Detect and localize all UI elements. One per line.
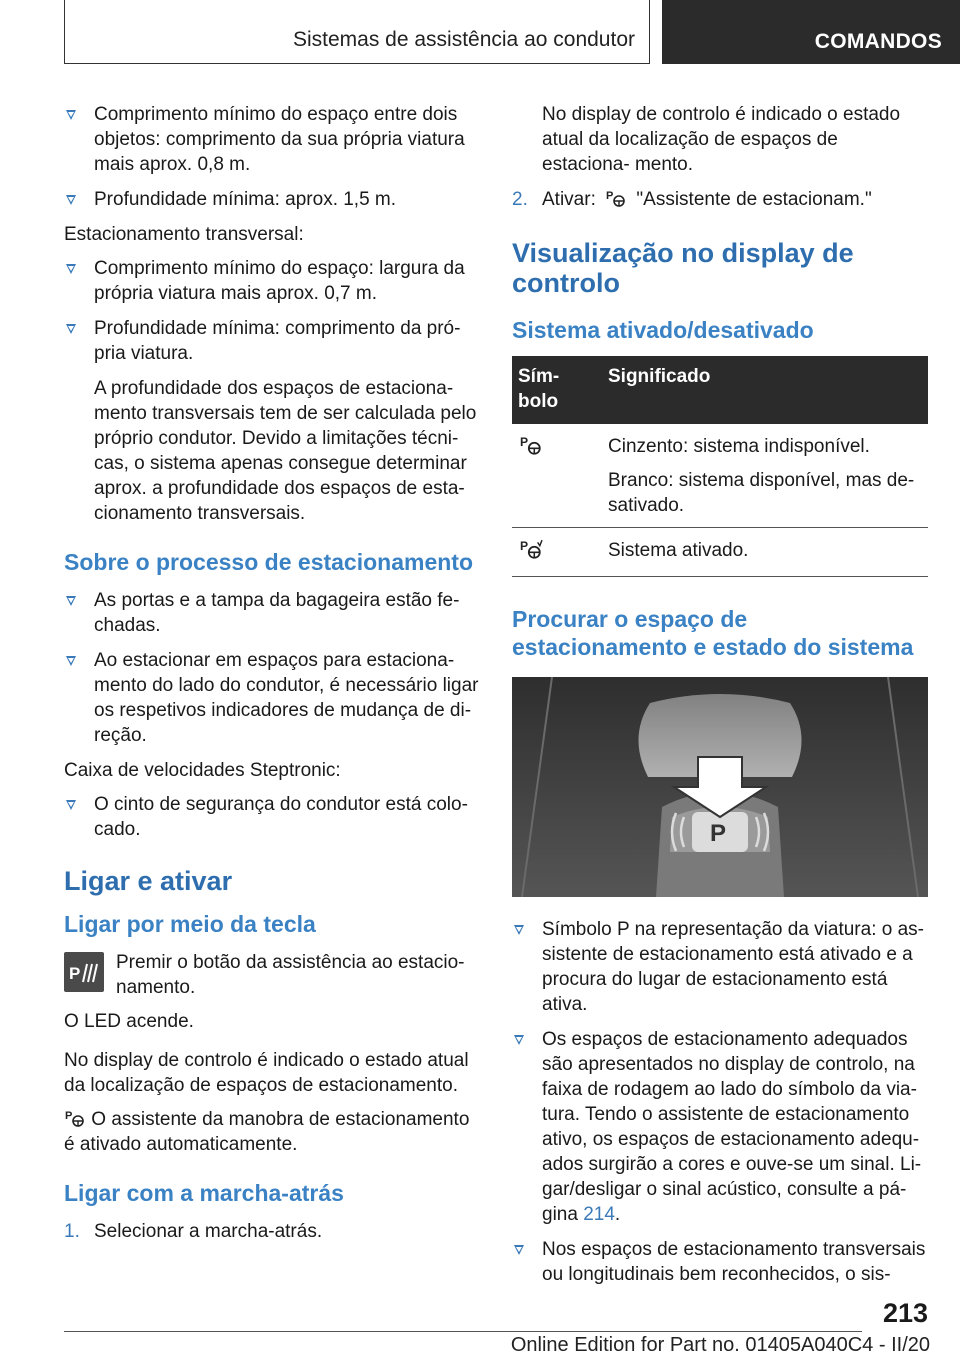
table-header-meaning: Significado <box>602 356 928 424</box>
page-number: 213 <box>882 1298 928 1328</box>
display-heading: Visualização no display de controlo <box>512 238 854 298</box>
parking-assistant-icon <box>64 1108 86 1128</box>
footer-edition: Online Edition for Part no. 01405A040C4 - II/20 <box>510 1334 930 1356</box>
bullet-triangle-icon <box>66 800 76 810</box>
list-item: Comprimento mínimo do espaço: largura da própria viatura mais aprox. 0,7 m. <box>64 256 482 306</box>
list-item: Ao estacionar em espaços para estaciona- mento do lado do condutor, é necessário ligar os respetivos indicadores de mudança de di- reção. <box>64 648 482 748</box>
section-title: Sistemas de assistência ao condutor <box>292 28 635 51</box>
list-item: 1. Selecionar a marcha-atrás. <box>64 1221 323 1242</box>
bullet-triangle-icon <box>514 1035 524 1045</box>
table-header-row <box>512 356 928 424</box>
bullet-triangle-icon <box>66 324 76 334</box>
list-item: Comprimento mínimo do espaço entre dois objetos: comprimento da sua própria viatura mais aprox. 0,8 m. <box>64 102 482 177</box>
table-cell-symbol <box>512 424 602 528</box>
list-item: Símbolo P na representação da viatura: o as- sistente de estacionamento está ativado e a procura do lugar de estacionamento está ativa. <box>512 917 928 1017</box>
table-cell-meaning: Sistema ativado. <box>602 528 928 577</box>
right-column <box>512 102 928 1297</box>
bullet-triangle-icon <box>66 596 76 606</box>
svg-text:P: P <box>520 539 529 554</box>
bullet-triangle-icon <box>66 656 76 666</box>
parking-display-illustration <box>512 677 928 897</box>
bullet-triangle-icon <box>66 264 76 274</box>
header-chapter-box <box>662 0 960 64</box>
svg-text:P: P <box>710 820 727 847</box>
parking-assistant-icon <box>605 188 627 208</box>
list-item: O cinto de segurança do condutor está colo- cado. <box>64 792 482 842</box>
search-heading: Procurar o espaço de estacionamento e estado do sistema <box>512 606 914 660</box>
table-header-symbol: Sím- bolo <box>512 356 602 424</box>
parking-assistant-button-icon <box>64 952 104 992</box>
chapter-title: COMANDOS <box>814 30 942 53</box>
reverse-heading: Ligar com a marcha-atrás <box>64 1180 344 1206</box>
bullet-triangle-icon <box>66 195 76 205</box>
list-item: Nos espaços de estacionamento transversais ou longitudinais bem reconhecidos, o sis- <box>512 1237 928 1287</box>
parking-assistant-active-icon <box>518 538 544 560</box>
table-row <box>512 528 928 577</box>
continued-text: No display de controlo é indicado o estado atual da localização de espaços de estaciona- mento. <box>542 104 901 175</box>
list-item: Os espaços de estacionamento adequados são apresentados no display de controlo, na faixa de rodagem ao lado do símbolo da via- tura. Tendo o assistente de estacionamento ativo, os espaços de estacionamento adequ- ados surgirão a cores e ouve-se um sinal. Li- gar/desligar o sinal acústico, consulte a pá- gina 214. <box>512 1027 928 1227</box>
table-cell-symbol <box>512 528 602 577</box>
table-row <box>512 424 928 528</box>
svg-text:P: P <box>65 1110 73 1122</box>
led-text: O LED acende. <box>64 1011 194 1032</box>
left-column <box>64 102 482 1254</box>
transversal-label: Estacionamento transversal: <box>64 224 304 245</box>
display-text: No display de controlo é indicado o estado atual da localização de espaços de estacionamento. <box>64 1050 469 1096</box>
bullet-triangle-icon <box>66 110 76 120</box>
svg-text:P: P <box>69 964 81 983</box>
svg-text:P: P <box>606 190 614 202</box>
list-item: Profundidade mínima: comprimento da pró- pria viatura. <box>64 316 482 366</box>
footer-divider <box>64 1331 862 1332</box>
header-section-box <box>64 0 650 64</box>
list-item: 2. Ativar: P "Assistente de estacionam." <box>512 189 872 210</box>
parking-assistant-inactive-icon <box>518 434 544 456</box>
svg-text:P: P <box>520 435 529 450</box>
on-heading: Ligar e ativar <box>64 866 233 896</box>
list-item: As portas e a tampa da bagageira estão fe- chadas. <box>64 588 482 638</box>
process-heading: Sobre o processo de estacionamento <box>64 549 474 575</box>
bullet-triangle-icon <box>514 1245 524 1255</box>
steptronic-label: Caixa de velocidades Steptronic: <box>64 760 341 781</box>
page-reference-link[interactable]: 214 <box>583 1204 615 1225</box>
list-item: Profundidade mínima: aprox. 1,5 m. <box>64 187 482 212</box>
transversal-note: A profundidade dos espaços de estaciona- mento transversais tem de ser calculada pelo próprio condutor. Devido a limitações técni- cas, o sistema apenas consegue determinar aprox. a profundidade dos espaços de esta- cionamento transversais. <box>94 378 477 524</box>
table-cell-meaning: Cinzento: sistema indisponível. Branco: sistema disponível, mas de- sativado. <box>602 424 928 528</box>
status-table <box>512 356 928 577</box>
auto-text: P O assistente da manobra de estacionamento é ativado automaticamente. <box>64 1109 470 1155</box>
status-heading: Sistema ativado/desativado <box>512 317 814 343</box>
button-heading: Ligar por meio da tecla <box>64 911 316 937</box>
button-instruction: P Premir o botão da assistência ao estacio- namento. <box>64 950 482 1000</box>
bullet-triangle-icon <box>514 925 524 935</box>
